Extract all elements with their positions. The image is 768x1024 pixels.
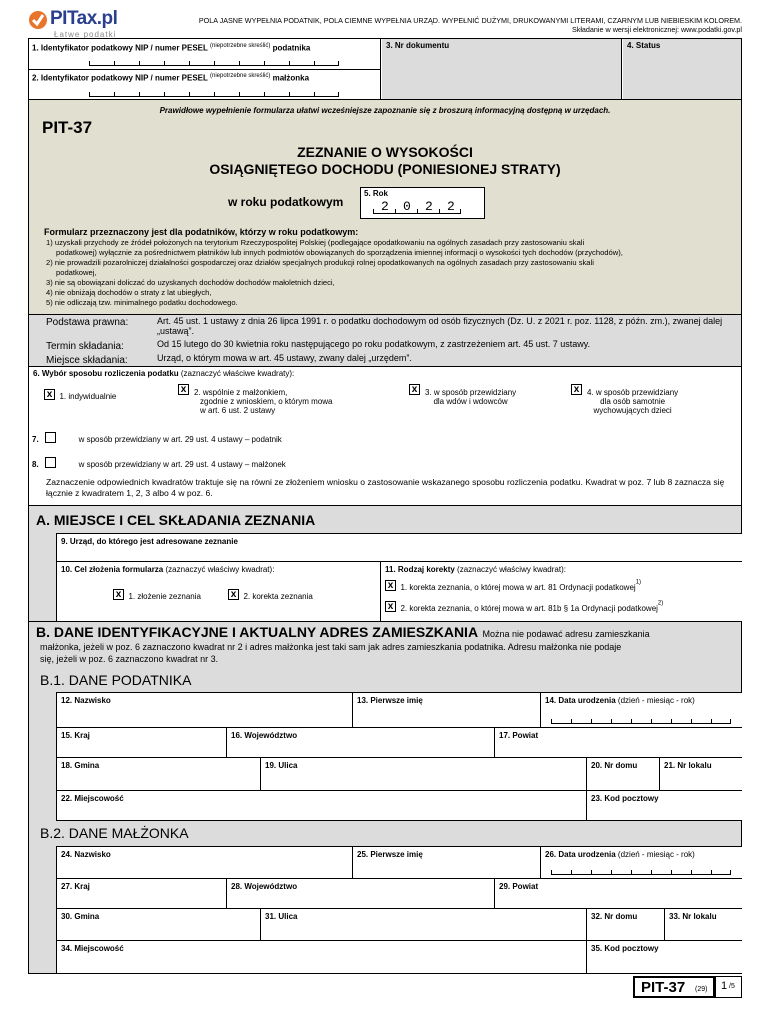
year-field[interactable] [360,187,485,219]
intended-item: 2) nie prowadzili pozarolniczej działalności gospodarczej oraz działów specjalnych produkcji rolnej opodatkowanych na ogólnych zasadach przy zastosowaniu skali [46,258,594,267]
checkbox[interactable]: x [228,589,239,600]
year-field-label: 5. Rok [364,189,389,198]
date-ticks [551,719,731,724]
field-15-label: 15. Kraj [61,731,90,740]
field-31-label: 31. Ulica [265,912,298,921]
field-34[interactable] [56,940,586,974]
intended-list [46,238,736,308]
method-option-1-label: 1. indywidualnie [59,392,117,401]
field-17-label: 17. Powiat [499,731,539,740]
field-7[interactable] [32,429,282,447]
field-28-label: 28. Województwo [231,882,298,891]
b1-title: B.1. DANE PODATNIKA [40,672,192,688]
checkbox[interactable]: x [178,384,189,395]
field-27-label: 27. Kraj [61,882,90,891]
method-option-2-label: zgodnie z wnioskiem, o którym mowa [200,397,333,406]
logo-tagline: Łatwe podatki [54,30,117,39]
method-option-3-label: dla wdów i wdowców [433,397,508,406]
year-digit: 0 [403,199,411,214]
footer-page: 1 [721,980,728,992]
method-option-4-label: 4. w sposób przewidziany [587,388,679,397]
footer-version: (29) [695,986,708,993]
field-25[interactable] [352,846,540,878]
field-3-label: 3. Nr dokumentu [386,41,450,50]
field-20[interactable] [586,757,659,790]
nip-ticks [89,61,339,66]
field-14-label: 14. Data urodzenia [545,696,616,705]
intended-heading: Formularz przeznaczony jest dla podatników, którzy w roku podatkowym: [44,227,359,237]
field-16[interactable] [226,727,494,757]
field-28[interactable] [226,878,494,908]
section-b-note-3: się, jeżeli w poz. 6 zaznaczono kwadrat nr 3. [40,654,219,664]
method-heading: 6. Wybór sposobu rozliczenia podatku [33,369,179,378]
checkbox[interactable]: x [113,589,124,600]
section-b-title: B. DANE IDENTYFIKACYJNE I AKTUALNY ADRES ZAMIESZKANIA [36,624,479,640]
logo [28,8,138,42]
form-title-1: ZEZNANIE O WYSOKOŚCI [297,144,473,160]
field-12-label: 12. Nazwisko [61,696,111,705]
field-32[interactable] [586,908,664,940]
checkbox[interactable]: x [44,389,55,400]
place-label: Miejsce składania: [46,355,128,366]
field-33[interactable] [664,908,742,940]
section-b-heading [36,626,736,640]
field-14[interactable] [540,692,742,727]
place-text: Urząd, o którym mowa w art. 45 ustawy, zwany dalej „urzędem”. [157,353,412,363]
field-23-label: 23. Kod pocztowy [591,794,659,803]
field-7-number: 7. [32,435,39,444]
form-code: PIT-37 [42,118,93,137]
field-30-label: 30. Gmina [61,912,100,921]
header-instruction: POLA JASNE WYPEŁNIA PODATNIK, POLA CIEMNE WYPEŁNIA URZĄD. WYPEŁNIĆ DUŻYMI, DRUKOWANYMI LITERAMI, CZARNYM LUB NIEBIESKIM KOLOREM. [198,16,742,25]
section-a-title: A. MIEJSCE I CEL SKŁADANIA ZEZNANIA [36,512,316,528]
field-2[interactable] [29,70,381,99]
field-13-label: 13. Pierwsze imię [357,696,423,705]
field-20-label: 20. Nr domu [591,761,638,770]
footer-page-box [715,976,742,998]
method-option-1[interactable] [44,386,116,404]
form-title-2: OSIĄGNIĘTEGO DOCHODU (PONIESIONEJ STRATY) [209,161,561,177]
field-11-option-2: 2. korekta zeznania, o której mowa w art. 81b § 1a Ordynacji podatkowej [400,604,658,613]
checkbox[interactable]: x [409,384,420,395]
deadline-label: Termin składania: [46,341,124,352]
field-26[interactable] [540,846,742,878]
intended-item: 5) nie odliczają tzw. minimalnego podatku dochodowego. [46,298,238,307]
field-31[interactable] [260,908,586,940]
method-option-3-label: 3. w sposób przewidziany [425,388,517,397]
deadline-text: Od 15 lutego do 30 kwietnia roku następującego po roku podatkowym, z zastrzeżeniem art. 45 ust. 7 ustawy. [157,339,591,349]
footer-code: PIT-37 [641,979,686,996]
checkbox[interactable] [45,457,56,468]
field-1-note: (niepotrzebne skreślić) [209,43,271,49]
field-18[interactable] [56,757,260,790]
method-option-2-label: 2. wspólnie z małżonkiem, [194,388,288,397]
field-2-label: 2. Identyfikator podatkowy NIP / numer PESEL [32,73,208,83]
checkbox[interactable]: x [385,580,396,591]
field-3 [382,39,622,99]
field-1-label: 1. Identyfikator podatkowy NIP / numer PESEL [32,43,208,53]
field-22[interactable] [56,790,586,821]
footer-pages: /5 [729,983,735,990]
field-35-label: 35. Kod pocztowy [591,944,659,953]
checkbox[interactable]: x [385,601,396,612]
field-35[interactable] [586,940,742,974]
field-10-option-1: 1. złożenie zeznania [128,592,201,601]
field-30[interactable] [56,908,260,940]
field-9-label: 9. Urząd, do którego jest adresowane zeznanie [61,537,238,546]
field-25-label: 25. Pierwsze imię [357,850,423,859]
field-4-label: 4. Status [627,41,661,50]
field-19[interactable] [260,757,586,790]
legal-basis-label: Podstawa prawna: [46,317,129,328]
year-digit: 2 [425,199,433,214]
footnote-ref: 2) [657,600,664,607]
field-24-label: 24. Nazwisko [61,850,111,859]
year-digit: 2 [447,199,455,214]
field-4 [623,39,741,99]
field-26-note: (dzień - miesiąc - rok) [617,850,695,859]
section-b-note-2: małżonka, jeżeli w poz. 6 zaznaczono kwadrat nr 2 i adres małżonka jest taki sam jak adres zamieszkania podatnika. Adresu małżonka nie podaje [40,642,622,652]
field-2-suffix: małżonka [272,73,310,83]
field-22-label: 22. Miejscowość [61,794,124,803]
section-b-note: Można nie podawać adresu zamieszkania [482,629,650,639]
field-24[interactable] [56,846,352,878]
logo-mark-icon [28,10,48,30]
brochure-note: Prawidłowe wypełnienie formularza ułatwi wcześniejsze zapoznanie się z broszurą informacyjną dostępną w urzędach. [159,106,611,115]
field-9[interactable] [56,533,742,561]
field-16-label: 16. Województwo [231,731,298,740]
field-7-label: w sposób przewidziany w art. 29 ust. 4 ustawy – podatnik [78,435,282,444]
field-10[interactable] [56,561,380,621]
field-14-note: (dzień - miesiąc - rok) [617,696,695,705]
field-11-option-1: 1. korekta zeznania, o której mowa w art. 81 Ordynacji podatkowej [400,583,636,592]
method-option-4-label: dla osób samotnie [600,397,666,406]
field-15[interactable] [56,727,226,757]
field-33-label: 33. Nr lokalu [669,912,717,921]
method-option-4-label: wychowujących dzieci [593,406,672,415]
field-1[interactable] [29,39,381,70]
field-29[interactable] [494,878,742,908]
intended-item: 1) uzyskali przychody ze źródeł położonych na terytorium Rzeczypospolitej Polskiej (podlegające opodatkowaniu na ogólnych zasadach przy zastosowaniu skali [46,238,585,247]
legal-basis-text: Art. 45 ust. 1 ustawy z dnia 26 lipca 1991 r. o podatku dochodowym od osób fizycznych (Dz. U. z 2021 r. poz. 1128, z późn. zm.), zwanej dalej „ustawą”. [157,316,723,336]
field-13[interactable] [352,692,540,727]
header-electronic: Składanie w wersji elektronicznej: www.podatki.gov.pl [571,25,742,34]
footnote-ref: 1) [635,579,642,586]
field-19-label: 19. Ulica [265,761,298,770]
field-10-option-2: 2. korekta zeznania [243,592,313,601]
field-18-label: 18. Gmina [61,761,100,770]
field-11[interactable] [380,561,742,621]
field-2-note: (niepotrzebne skreślić) [209,73,271,79]
field-21[interactable] [659,757,742,790]
field-12[interactable] [56,692,352,727]
checkbox[interactable]: x [571,384,582,395]
field-8-label: w sposób przewidziany w art. 29 ust. 4 ustawy – małżonek [78,460,286,469]
field-23[interactable] [586,790,742,821]
field-21-label: 21. Nr lokalu [664,761,712,770]
field-8[interactable] [32,454,286,472]
field-1-suffix: podatnika [272,43,311,53]
field-8-number: 8. [32,460,39,469]
logo-text: PITax.pl [50,8,118,29]
intended-item: 3) nie są obowiązani doliczać do uzyskanych dochodów dochodów małoletnich dzieci, [46,278,335,287]
field-26-label: 26. Data urodzenia [545,850,616,859]
checkbox[interactable] [45,432,56,443]
field-34-label: 34. Miejscowość [61,944,124,953]
field-27[interactable] [56,878,226,908]
field-11-note: (zaznaczyć właściwy kwadrat): [457,565,566,574]
field-10-label: 10. Cel złożenia formularza [61,565,164,574]
intended-item: podatkowej, [56,268,97,277]
field-17[interactable] [494,727,742,757]
date-ticks [551,870,731,875]
field-29-label: 29. Powiat [499,882,539,891]
field-11-label: 11. Rodzaj korekty [385,565,455,574]
b2-title: B.2. DANE MAŁŻONKA [40,825,189,841]
footer-code-box [633,976,715,998]
intended-item: 4) nie obniżają dochodów o straty z lat ubiegłych, [46,288,212,297]
nip-ticks-spouse [89,92,339,97]
year-digit: 2 [381,199,389,214]
field-10-note: (zaznaczyć właściwy kwadrat): [165,565,275,574]
intended-item: podatkowej) wyłącznie za pośrednictwem płatników lub innych podmiotów obowiązanych do sporządzenia imiennej informacji o wysokości tych dochodów (przychodów), [56,248,623,257]
method-note: Zaznaczenie odpowiednich kwadratów traktuje się na równi ze złożeniem wniosku o zastosowanie wskazanego sposobu rozliczenia podatku. Kwadrat w poz. 7 lub 8 zaznacza się łącznie z kwadratem 1, 2, 3 albo 4 w poz. 6. [46,477,725,498]
field-32-label: 32. Nr domu [591,912,638,921]
year-label: w roku podatkowym [228,195,344,209]
method-option-2-label: w art. 6 ust. 2 ustawy [200,406,276,415]
method-heading-note: (zaznaczyć właściwe kwadraty): [180,369,295,378]
